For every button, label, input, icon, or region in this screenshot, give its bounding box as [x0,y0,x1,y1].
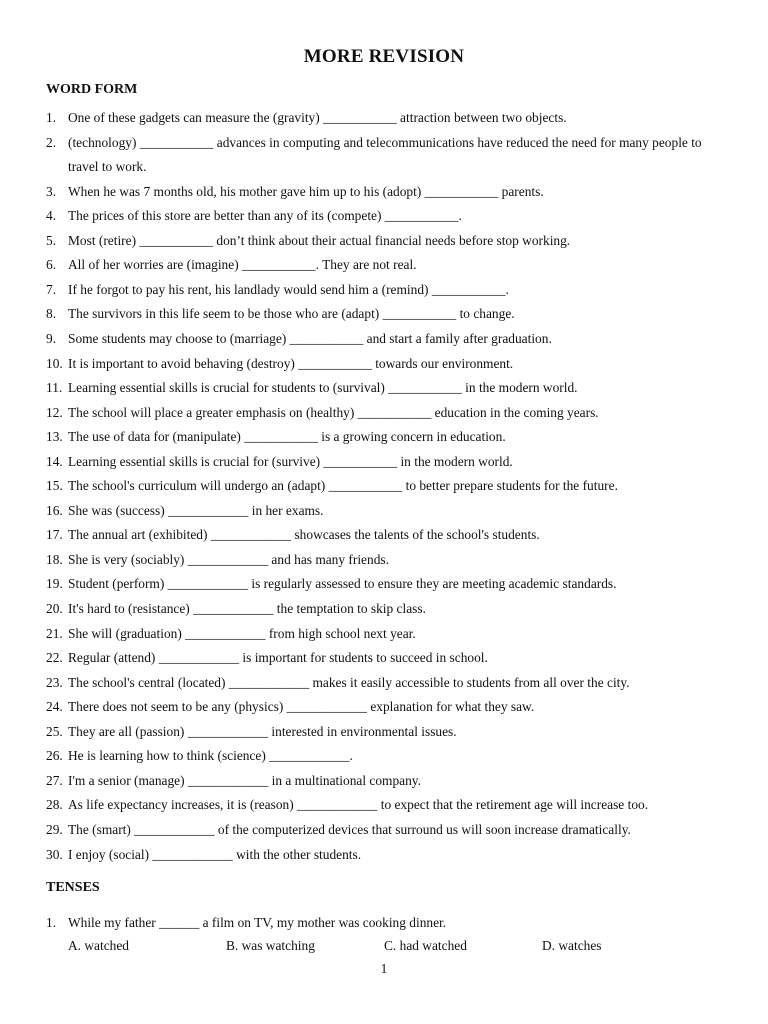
question-number: 13. [46,429,63,445]
question-text: She is very (sociably) ____________ and has many friends. [68,551,389,567]
word-form-question-6 [46,253,726,278]
word-form-question-3 [46,180,726,205]
word-form-question-20 [46,597,726,622]
question-number: 1. [46,110,57,125]
option-b: B. was watching [226,938,315,953]
question-number: 29. [46,821,63,837]
question-text: It is important to avoid behaving (destroy) ___________ towards our environment. [68,355,514,371]
question-text: It's hard to (resistance) ____________ the temptation to skip class. [68,601,426,616]
word-form-question-16 [46,499,726,524]
word-form-question-18 [46,548,726,573]
question-number: 3. [46,183,57,199]
question-number: 16. [46,502,63,518]
question-number: 8. [46,306,57,322]
question-text: The school's curriculum will undergo an (adapt) ___________ to better prepare students for the future. [68,478,618,494]
question-text: Learning essential skills is crucial for students to (survival) ___________ in the modern world. [68,380,578,396]
question-text: The annual art (exhibited) ____________ showcases the talents of the school's students. [68,527,540,543]
option-c: C. had watched [384,938,467,953]
word-form-question-26 [46,744,726,769]
word-form-question-27 [46,769,726,794]
question-number: 6. [46,257,57,273]
word-form-question-14 [46,450,726,475]
question-number: 23. [46,674,63,690]
question-text: Regular (attend) ____________ is important for students to succeed in school. [68,650,488,666]
question-text: She will (graduation) ____________ from high school next year. [68,625,416,641]
word-form-question-7 [46,278,726,303]
question-text: I enjoy (social) ____________ with the other students. [68,846,362,862]
word-form-question-13 [46,425,726,450]
word-form-question-9 [46,327,726,352]
word-form-question-12 [46,401,726,426]
word-form-question-17 [46,523,726,548]
question-text: Learning essential skills is crucial for (survive) ___________ in the modern world. [68,453,513,469]
question-text: She was (success) ____________ in her exams. [68,502,324,518]
question-number: 30. [46,846,63,862]
question-text: Student (perform) ____________ is regularly assessed to ensure they are meeting academic standards. [68,576,617,592]
question-number: 5. [46,232,57,248]
option-a: A. watched [68,938,129,953]
question-text: The prices of this store are better than any of its (compete) ___________. [68,208,462,224]
question-number: 25. [46,723,63,739]
question-text: I'm a senior (manage) ____________ in a multinational company. [68,772,421,788]
question-number: 7. [46,281,57,297]
question-number: 10. [46,355,63,371]
question-number: 4. [46,208,57,224]
question-text: The survivors in this life seem to be those who are (adapt) ___________ to change. [68,306,515,322]
question-text: The use of data for (manipulate) ___________ is a growing concern in education. [68,429,506,445]
page-number: 1 [380,961,388,976]
word-form-question-22 [46,646,726,671]
question-number: 24. [46,699,63,715]
section-heading-tenses: TENSES [46,880,100,895]
word-form-question-25 [46,720,726,745]
question-number: 9. [46,330,57,346]
question-text: Some students may choose to (marriage) ___________ and start a family after graduation. [68,330,552,346]
question-number: 11. [46,380,63,396]
section-heading-word-form: WORD FORM [46,82,138,97]
word-form-question-1 [46,106,726,131]
word-form-question-30 [46,843,726,868]
word-form-question-10 [46,352,726,377]
word-form-question-2 [46,131,726,180]
word-form-question-8 [46,302,726,327]
tenses-question-1-options [68,938,728,960]
question-number: 27. [46,772,63,788]
question-text: He is learning how to think (science) ____________. [68,748,353,764]
question-text: When he was 7 months old, his mother gave him up to his (adopt) ___________ parents. [68,183,544,199]
question-text: The (smart) ____________ of the computerized devices that surround us will soon increase dramatically. [68,821,631,837]
question-text: (technology) ___________ advances in computing and telecommunications have reduced the need for many people to travel to work. [68,134,702,175]
question-text: If he forgot to pay his rent, his landlady would send him a (remind) ___________. [68,281,509,297]
word-form-question-19 [46,572,726,597]
question-text: There does not seem to be any (physics) ____________ explanation for what they saw. [68,699,535,715]
question-number: 1. [46,915,57,930]
question-text: While my father ______ a film on TV, my mother was cooking dinner. [68,915,447,930]
question-number: 15. [46,478,63,494]
word-form-question-5 [46,229,726,254]
question-number: 18. [46,551,63,567]
question-text: One of these gadgets can measure the (gravity) ___________ attraction between two objects. [68,110,567,125]
tenses-question-1 [46,911,726,936]
question-text: The school's central (located) ____________ makes it easily accessible to students from all over the city. [68,674,630,690]
question-number: 2. [46,134,57,150]
word-form-question-4 [46,204,726,229]
question-number: 20. [46,601,63,616]
question-text: All of her worries are (imagine) ___________. They are not real. [68,257,417,273]
question-text: The school will place a greater emphasis on (healthy) ___________ education in the coming years. [68,404,599,420]
word-form-question-24 [46,695,726,720]
question-text: They are all (passion) ____________ interested in environmental issues. [68,723,457,739]
question-number: 17. [46,527,63,543]
word-form-question-11 [46,376,726,401]
question-text: As life expectancy increases, it is (reason) ____________ to expect that the retirement age will increase too. [68,797,649,813]
question-number: 21. [46,625,63,641]
question-number: 19. [46,576,63,592]
question-number: 14. [46,453,63,469]
page-title: MORE REVISION [303,46,465,67]
word-form-question-28 [46,793,726,818]
question-number: 28. [46,797,63,813]
question-text: Most (retire) ___________ don’t think about their actual financial needs before stop working. [68,232,571,248]
question-number: 22. [46,650,63,666]
question-number: 26. [46,748,63,764]
question-number: 12. [46,404,63,420]
word-form-question-23 [46,671,726,696]
word-form-question-15 [46,474,726,499]
word-form-question-29 [46,818,726,843]
word-form-question-21 [46,622,726,647]
option-d: D. watches [542,938,602,953]
